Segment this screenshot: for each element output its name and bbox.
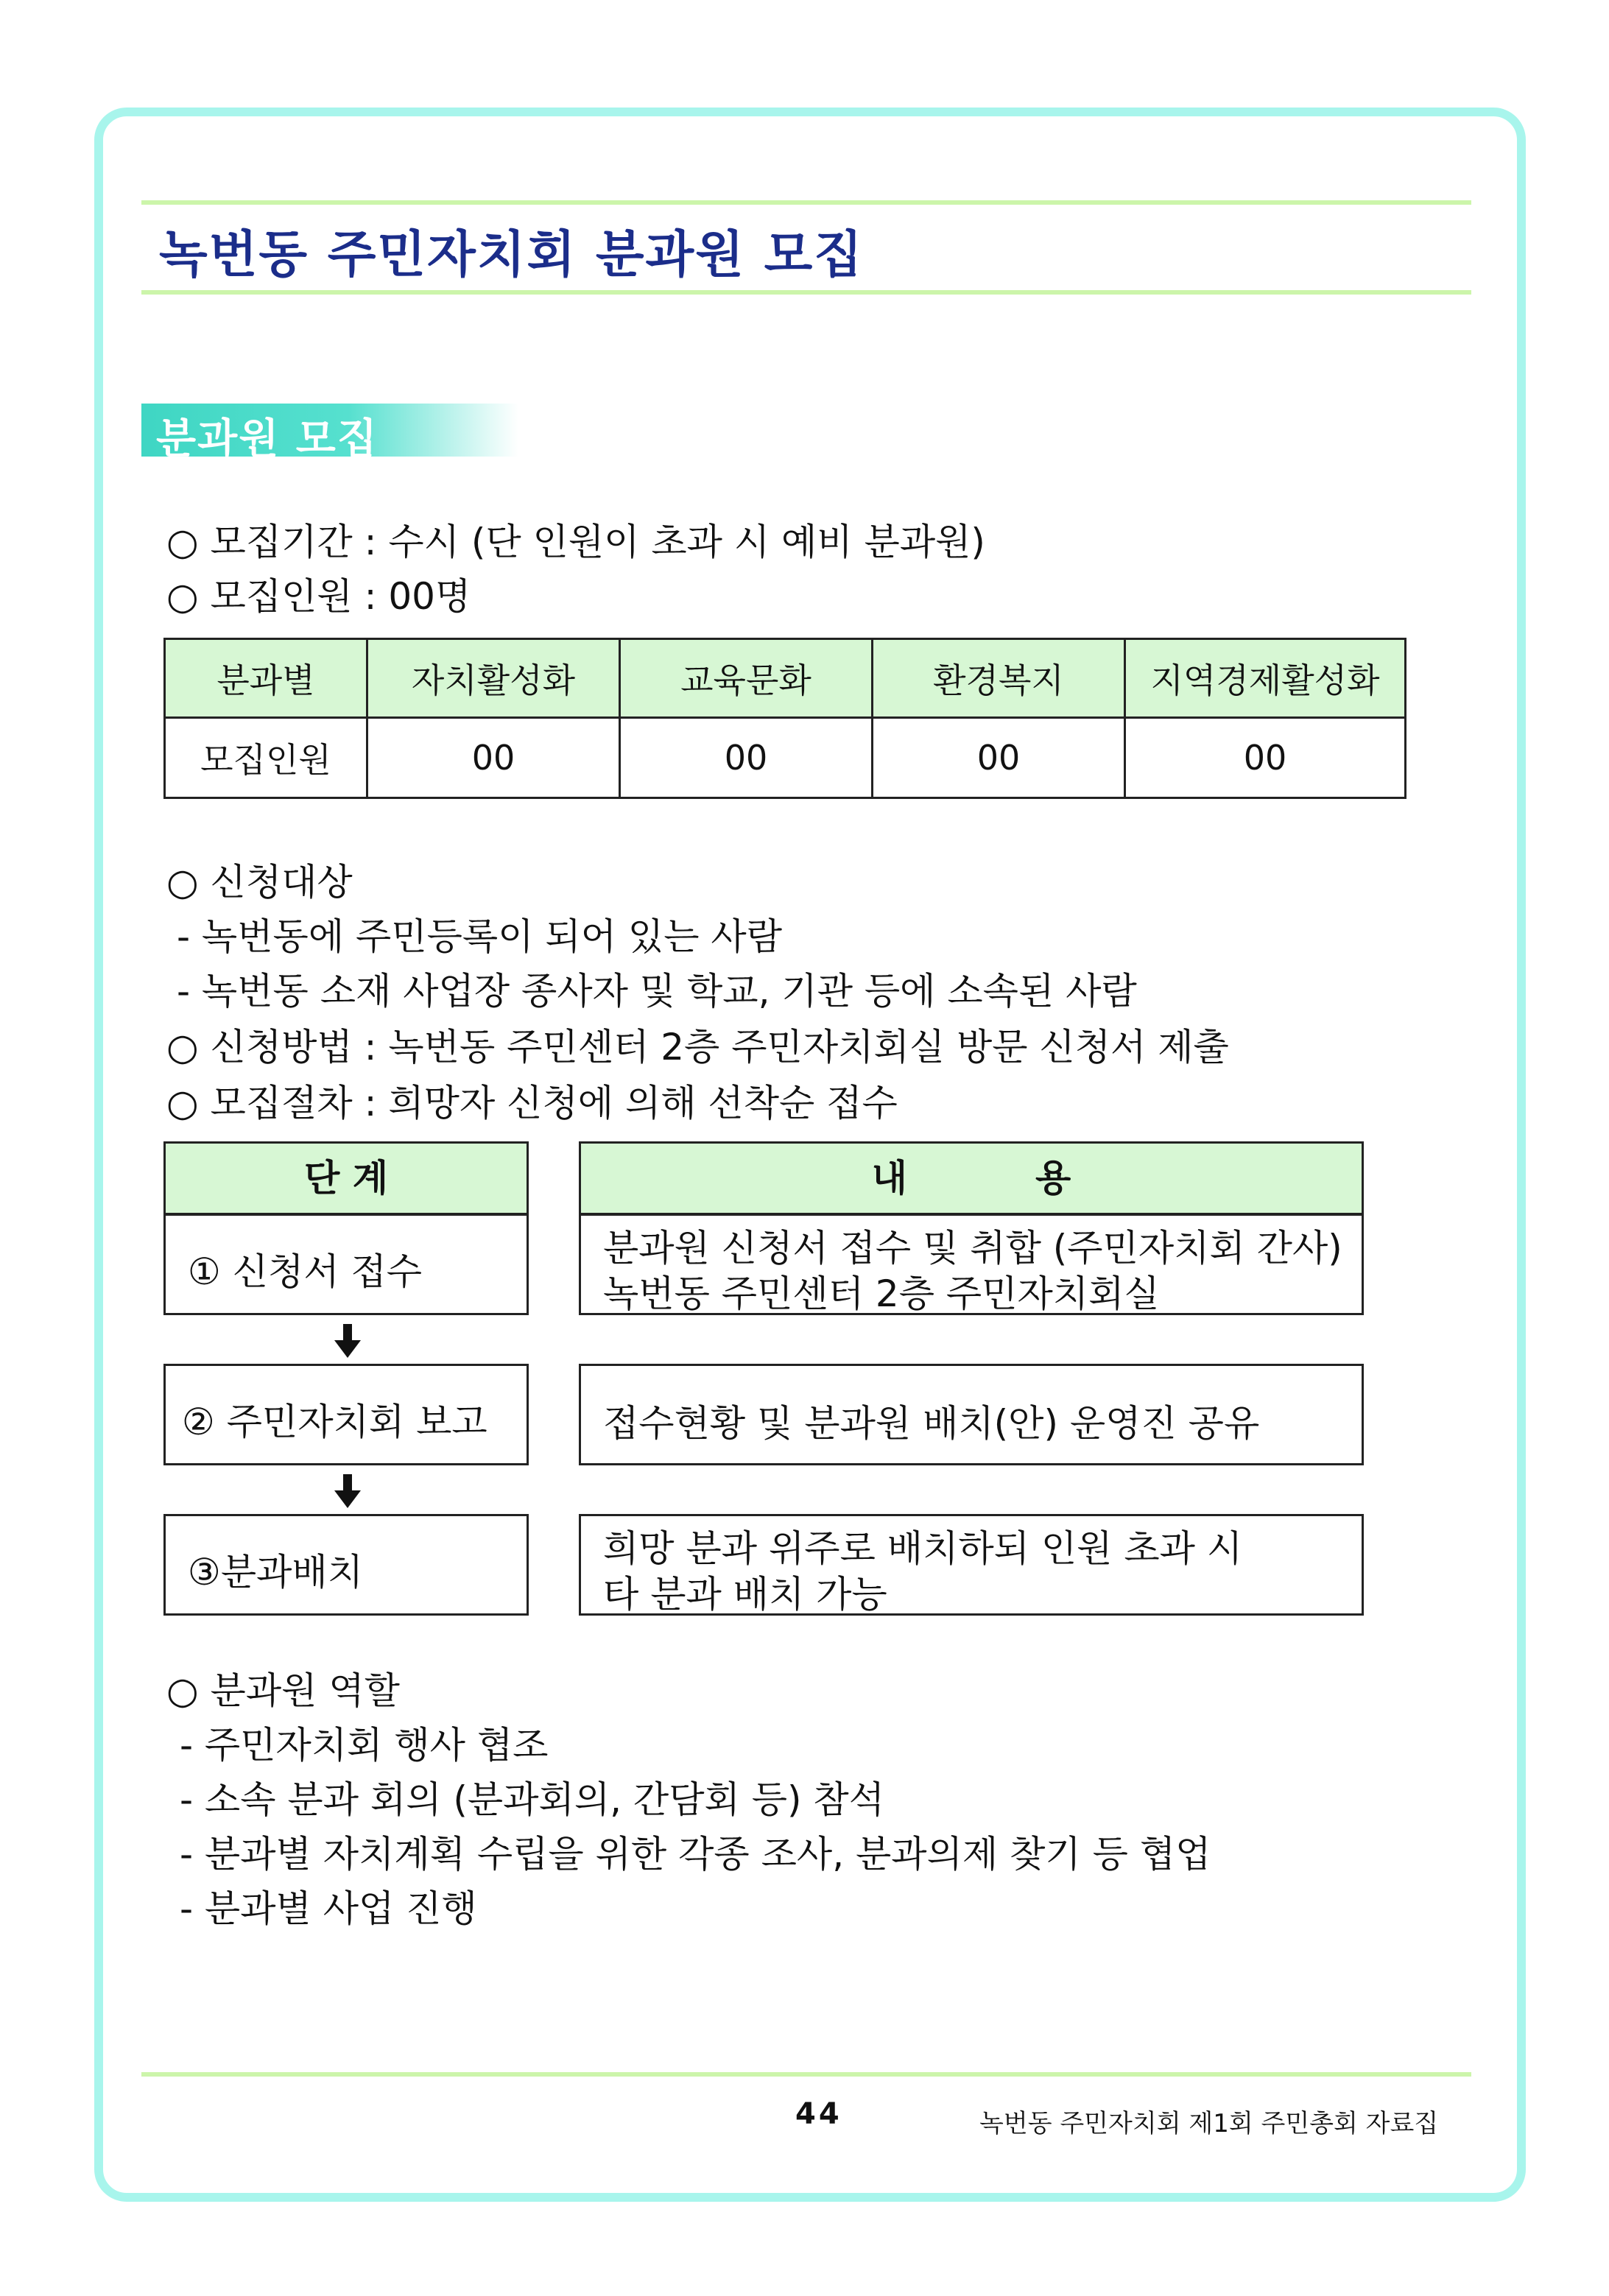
step-box (163, 1214, 529, 1315)
table-cell: 00 (1125, 718, 1406, 798)
apply-target-item: - 녹번동에 주민등록이 되어 있는 사람 (177, 915, 783, 958)
step-label: ② 주민자치회 보고 (182, 1401, 487, 1443)
arrow-down-icon (333, 1324, 362, 1361)
arrow-down-icon (333, 1474, 362, 1511)
section-tag (141, 404, 518, 463)
title-rule-bottom (141, 290, 1471, 295)
table-header-cell: 지역경제활성화 (1125, 639, 1406, 718)
table-cell: 모집인원 (165, 718, 367, 798)
page-title: 녹번동 주민자치회 분과원 모집 (159, 226, 864, 284)
content-box (579, 1514, 1364, 1616)
footer-doc-title: 녹번동 주민자치회 제1회 주민총회 자료집 (979, 2109, 1439, 2138)
apply-method: ○ 신청방법 : 녹번동 주민센터 2층 주민자치회실 방문 신청서 제출 (166, 1026, 1229, 1068)
role-item: - 주민자치회 행사 협조 (180, 1724, 549, 1767)
role-heading: ○ 분과원 역할 (166, 1669, 400, 1712)
table-header-cell: 자치활성화 (367, 639, 620, 718)
role-item: - 분과별 사업 진행 (180, 1887, 477, 1930)
table-header-cell: 환경복지 (873, 639, 1125, 718)
table-header-cell: 교육문화 (620, 639, 873, 718)
table-header-row (165, 639, 1406, 718)
section-title: 분과원 모집 (156, 415, 379, 463)
content-line: 타 분과 배치 가능 (603, 1573, 887, 1616)
info-period: ○ 모집기간 : 수시 (단 인원이 초과 시 예비 분과원) (166, 521, 985, 563)
step-box (163, 1514, 529, 1616)
recruit-table (163, 638, 1406, 799)
table-header-cell: 분과별 (165, 639, 367, 718)
content-header: 내 용 (579, 1141, 1364, 1215)
content-line: 분과원 신청서 접수 및 취합 (주민자치회 간사) (603, 1227, 1342, 1270)
role-item: - 소속 분과 회의 (분과회의, 간담회 등) 참석 (180, 1778, 885, 1821)
apply-procedure: ○ 모집절차 : 희망자 신청에 의해 선착순 접수 (166, 1082, 898, 1124)
apply-target: ○ 신청대상 (166, 861, 353, 904)
content-line: 녹번동 주민센터 2층 주민자치회실 (603, 1272, 1160, 1315)
content-box (579, 1364, 1364, 1465)
table-cell: 00 (367, 718, 620, 798)
step-box (163, 1364, 529, 1465)
content-box (579, 1214, 1364, 1315)
step-label: ③분과배치 (188, 1551, 364, 1594)
page-number: 44 (795, 2097, 842, 2131)
table-cell: 00 (620, 718, 873, 798)
apply-target-item: - 녹번동 소재 사업장 종사자 및 학교, 기관 등에 소속된 사람 (177, 970, 1137, 1013)
title-rule-top (141, 200, 1471, 205)
table-cell: 00 (873, 718, 1125, 798)
footer-rule (141, 2072, 1471, 2077)
content-line: 희망 분과 위주로 배치하되 인원 초과 시 (603, 1527, 1243, 1570)
info-count: ○ 모집인원 : 00명 (166, 575, 471, 618)
step-label: ① 신청서 접수 (188, 1250, 423, 1293)
role-item: - 분과별 자치계획 수립을 위한 각종 조사, 분과의제 찾기 등 협업 (180, 1833, 1211, 1876)
table-row (165, 718, 1406, 798)
step-header: 단 계 (163, 1141, 529, 1215)
content-line: 접수현황 및 분과원 배치(안) 운영진 공유 (603, 1402, 1260, 1445)
